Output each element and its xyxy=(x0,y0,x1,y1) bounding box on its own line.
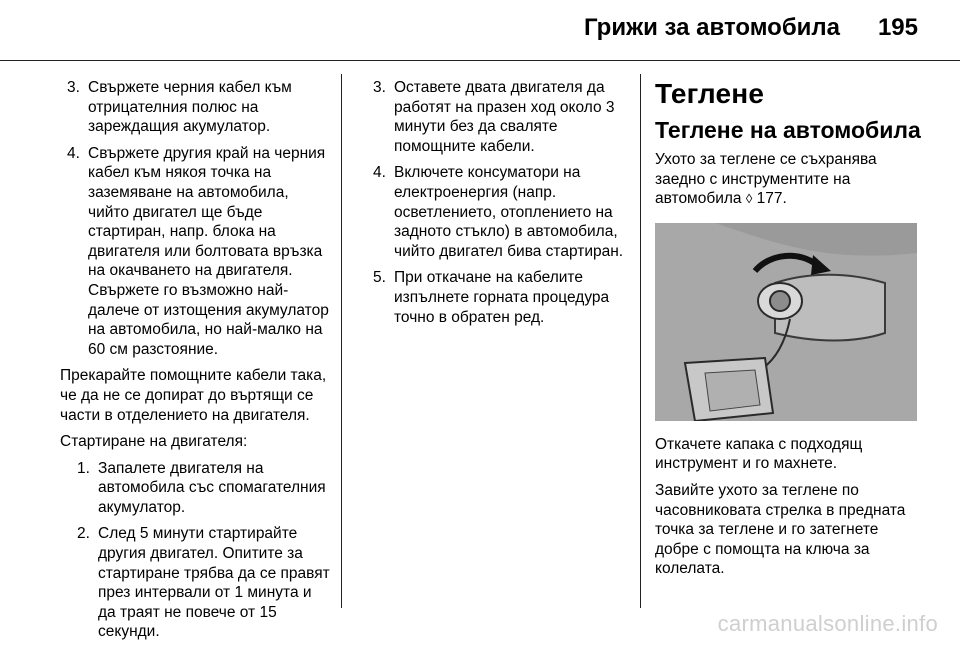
step-number: 5. xyxy=(373,269,386,287)
towing-eye-cover-illustration xyxy=(655,223,917,421)
starting-steps-list xyxy=(70,459,330,642)
step-text: Свържете другия край на черния кабел към някоя точка на заземяване на автомобила, чийто двигател ще бъде стартиран, напр. блока на двигателя или болтовата връзка на окачването на двигателя. Свържете го възможно най-далече от изтощения акумулатор на автомобила, но най-малко на 60 см разстояние. xyxy=(88,144,329,358)
step-text: Включете консуматори на електроенергия (напр. осветлението, отоплението на задното стъкло) в автомобила, чийто двигател бива стартиран. xyxy=(394,164,624,260)
page-header xyxy=(0,0,960,60)
list-item xyxy=(366,163,628,261)
list-item xyxy=(70,524,330,642)
step-text: При откачане на кабелите изпълнете горната процедура точно в обратен ред. xyxy=(394,269,610,326)
towing-eye-cover-drawing xyxy=(655,223,917,421)
page-reference: 177. xyxy=(756,190,787,208)
column-divider-1 xyxy=(341,74,342,608)
steps-list-continued xyxy=(60,78,330,359)
paragraph: Стартиране на двигателя: xyxy=(60,433,248,451)
section-heading: Теглене xyxy=(655,78,765,109)
page-number: 195 xyxy=(877,14,918,41)
paragraph: Откачете капака с подходящ инструмент и го махнете. xyxy=(655,435,863,473)
step-number: 4. xyxy=(67,144,80,162)
column-divider-2 xyxy=(640,74,641,608)
step-number: 3. xyxy=(67,79,80,96)
column-1 xyxy=(60,78,330,649)
column-2 xyxy=(366,78,628,334)
step-text: След 5 минути стартирайте другия двигател. Опитите за стартиране трябва да се правят през интервали от 1 минута и да траят не повече от 15 секунди. xyxy=(98,525,330,641)
section-subheading: Теглене на автомобила xyxy=(655,117,921,143)
step-number: 3. xyxy=(373,79,386,96)
paragraph: Прекарайте помощните кабели така, че да не се допират до въртящи се части в отделението на двигателя. xyxy=(60,367,327,424)
list-item xyxy=(60,78,330,137)
list-item xyxy=(70,459,330,518)
step-number: 4. xyxy=(373,164,386,182)
step-number: 1. xyxy=(77,459,90,477)
step-number: 2. xyxy=(77,525,90,543)
intro-text: Ухото за теглене се съхранява заедно с инструментите на автомобила xyxy=(655,151,877,208)
column-3 xyxy=(655,78,923,586)
step-text: Запалете двигателя на автомобила със спомагателния акумулатор. xyxy=(98,459,326,516)
step-text: Свържете черния кабел към отрицателния полюс на зареждащия акумулатор. xyxy=(88,79,292,136)
watermark: carmanualsonline.info xyxy=(717,611,938,636)
page-title: Грижи за автомобила xyxy=(583,14,840,41)
intro-paragraph xyxy=(655,150,923,209)
header-divider xyxy=(0,60,960,61)
step-text: Оставете двата двигателя да работят на празен ход около 3 минути без да сваляте помощните кабели. xyxy=(394,79,615,155)
list-item xyxy=(366,268,628,327)
reference-arrow-icon: ◊ xyxy=(745,191,753,207)
steps-list xyxy=(366,78,628,327)
list-item xyxy=(60,144,330,360)
paragraph: Завийте ухото за теглене по часовниковата стрелка в предната точка за теглене и го затегнете добре с помощта на ключа за колелата. xyxy=(655,481,906,578)
list-item xyxy=(366,78,628,156)
